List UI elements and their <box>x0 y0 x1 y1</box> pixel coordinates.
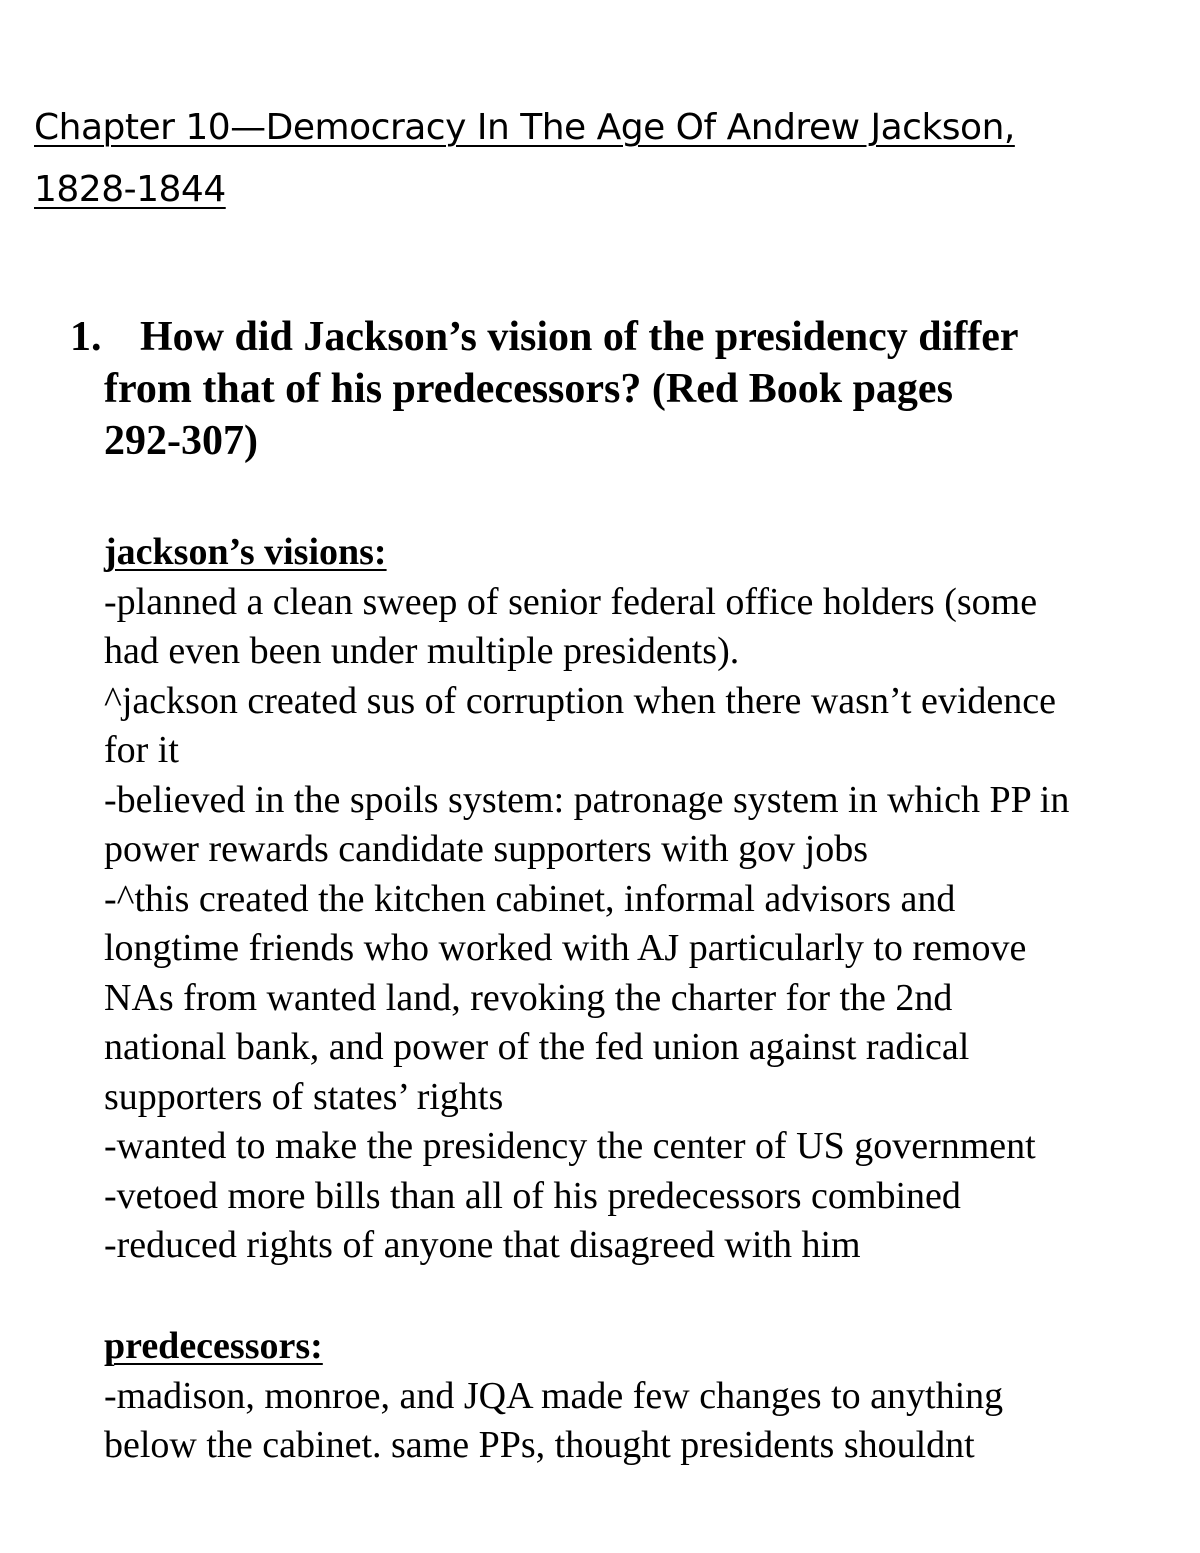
note-line: longtime friends who worked with AJ particularly to remove <box>104 927 1027 969</box>
question-line: from that of his predecessors? (Red Book pages <box>104 366 953 412</box>
question-text <box>104 311 1154 467</box>
note-line: -reduced rights of anyone that disagreed with him <box>104 1224 861 1266</box>
question-line: How did Jackson’s vision of the presidency differ <box>140 314 1019 360</box>
note-line: for it <box>104 729 179 771</box>
predecessors-section <box>104 1322 1184 1471</box>
question-number: 1. <box>70 314 102 360</box>
note-line: -planned a clean sweep of senior federal office holders (some <box>104 580 1038 623</box>
note-line: supporters of states’ rights <box>104 1075 504 1118</box>
note-line: -madison, monroe, and JQA made few changes to anything <box>104 1374 1004 1417</box>
jackson-visions-section <box>104 528 1184 1271</box>
question-line: 292-307) <box>104 418 258 464</box>
chapter-title-line: 1828-1844 <box>34 169 226 210</box>
note-line: ^jackson created sus of corruption when there wasn’t evidence <box>104 679 1057 722</box>
chapter-title-line: Chapter 10—Democracy In The Age Of Andrew Jackson, <box>34 107 1015 148</box>
note-line: -vetoed more bills than all of his predecessors combined <box>104 1174 961 1217</box>
note-line: -believed in the spoils system: patronage system in which PP in <box>104 778 1070 821</box>
note-line: had even been under multiple presidents). <box>104 630 740 672</box>
note-line: -wanted to make the presidency the center of US government <box>104 1125 1036 1167</box>
chapter-title <box>34 97 1174 221</box>
note-line: national bank, and power of the fed union against radical <box>104 1026 970 1068</box>
note-line: NAs from wanted land, revoking the charter for the 2nd <box>104 976 953 1019</box>
note-line: power rewards candidate supporters with gov jobs <box>104 828 869 870</box>
jackson-visions-heading: jackson’s visions: <box>104 531 387 573</box>
note-line: below the cabinet. same PPs, thought presidents shouldnt <box>104 1424 975 1466</box>
note-line: -^this created the kitchen cabinet, informal advisors and <box>104 877 956 920</box>
predecessors-heading: predecessors: <box>104 1325 323 1367</box>
